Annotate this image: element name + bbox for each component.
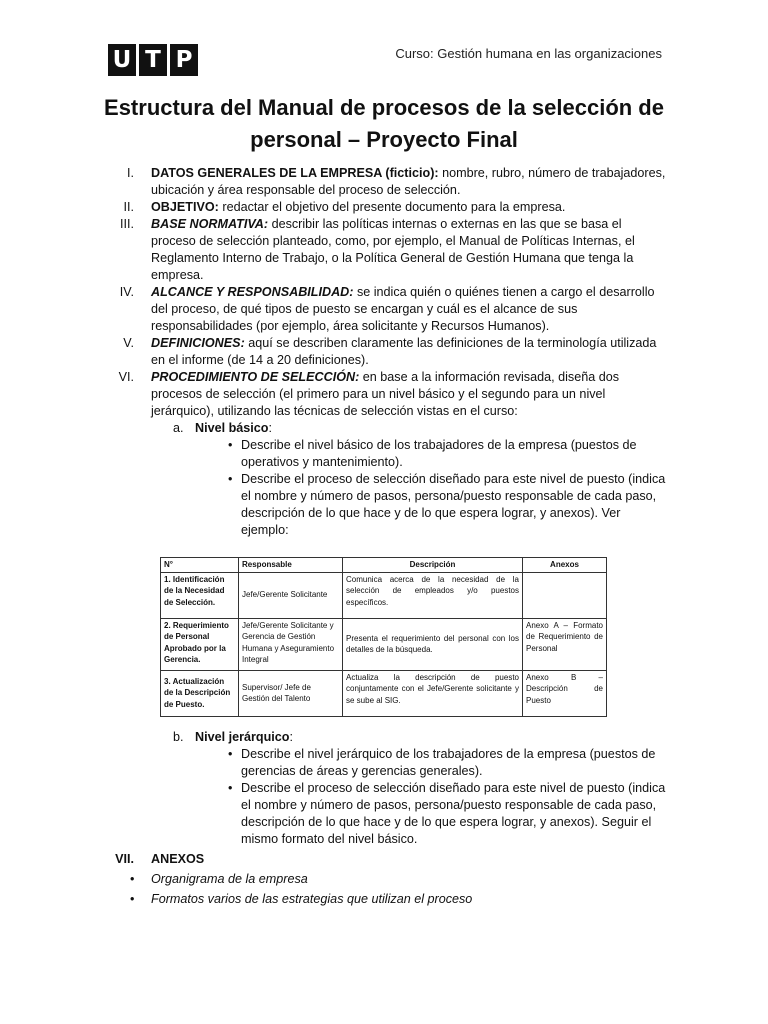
section-number: VI. xyxy=(118,370,134,384)
example-table-wrapper xyxy=(160,557,606,717)
section-text: se indica quién o quiénes tienen a cargo el desarrollo del proceso, de qué tipos de puesto se encargan y cuál es el alcance de sus responsabilidades (por ejemplo, área solicitante y Recursos Humanos). xyxy=(151,285,655,333)
section-2 xyxy=(108,199,668,216)
section-number: V. xyxy=(123,336,134,350)
section-1 xyxy=(108,165,668,199)
cell-responsible: Jefe/Gerente Solicitante y Gerencia de Gestión Humana y Aseguramiento Integral xyxy=(239,618,343,670)
document-body xyxy=(108,165,668,908)
section-number: III. xyxy=(120,217,134,231)
section-text: describir las políticas internas o externas en las que se basa el proceso de selección planteado, como, por ejemplo, el Manual de Políticas Internas, el Reglamento Interno de Trabajo, o la Política General de Gestión Humana que tenga la empresa. xyxy=(151,217,635,282)
cell-annex xyxy=(523,572,607,618)
cell-annex: Anexo A – Formato de Requerimiento de Personal xyxy=(523,618,607,670)
section-number: VII. xyxy=(115,851,134,866)
section-3 xyxy=(108,216,668,284)
cell-responsible: Supervisor/ Jefe de Gestión del Talento xyxy=(239,670,343,716)
title-line-2: personal – Proyecto Final xyxy=(250,127,518,152)
annex-bullet-1 xyxy=(108,871,668,888)
annex-text: Formatos varios de las estrategias que utilizan el proceso xyxy=(151,891,473,906)
section-label: ALCANCE Y RESPONSABILIDAD: xyxy=(151,285,354,299)
cell-description: Actualiza la descripción de puesto conjuntamente con el Jefe/Gerente solicitante y se sube al SIG. xyxy=(343,670,523,716)
section-number: II. xyxy=(123,200,134,214)
sub-label: Nivel jerárquico xyxy=(195,729,290,744)
sub-label: Nivel básico xyxy=(195,421,269,435)
section-text: aquí se describen claramente las definiciones de la terminología utilizada en el informe (de 14 a 20 definiciones). xyxy=(151,336,657,367)
table-row xyxy=(161,572,607,618)
basic-level xyxy=(108,420,668,437)
example-table xyxy=(160,557,607,717)
sub-letter: b. xyxy=(173,729,184,744)
title-line-1: Estructura del Manual de procesos de la selección de xyxy=(104,95,664,120)
hier-bullet-1: • Describe el nivel jerárquico de los trabajadores de la empresa (puestos de gerencias de áreas y gerencias generales). xyxy=(108,746,668,780)
logo-letter-u: U xyxy=(108,44,136,76)
annex-text: Organigrama de la empresa xyxy=(151,871,308,886)
utp-logo xyxy=(108,44,198,76)
cell-description: Comunica acerca de la necesidad de la selección de empleados y/o puestos específicos. xyxy=(343,572,523,618)
colon: : xyxy=(268,421,272,435)
section-4 xyxy=(108,284,668,335)
logo-letter-p: P xyxy=(170,44,198,76)
hierarchical-level xyxy=(108,729,668,746)
section-text: redactar el objetivo del presente documento para la empresa. xyxy=(218,200,566,214)
cell-annex: Anexo B – Descripción de Puesto xyxy=(523,670,607,716)
table-row xyxy=(161,670,607,716)
cell-responsible: Jefe/Gerente Solicitante xyxy=(239,572,343,618)
table-header-row xyxy=(161,558,607,573)
section-5 xyxy=(108,335,668,369)
section-label: PROCEDIMIENTO DE SELECCIÓN: xyxy=(151,370,360,384)
section-label: DATOS GENERALES DE LA EMPRESA (ficticio): xyxy=(151,166,439,180)
colon: : xyxy=(289,729,293,744)
hier-bullet-2: • Describe el proceso de selección diseñado para este nivel de puesto (indica el nombre y número de pasos, persona/puesto responsable de cada paso, descripción de lo que hace y de lo que espera lograr, y anexos). Seguir el mismo formato del nivel básico. xyxy=(108,780,668,848)
section-label: DEFINICIONES: xyxy=(151,336,245,350)
annex-bullet-2 xyxy=(108,891,668,908)
header-responsible: Responsable xyxy=(239,558,343,573)
section-text: nombre, rubro, número de trabajadores, ubicación y área responsable del proceso de selección. xyxy=(151,166,666,197)
course-name: Curso: Gestión humana en las organizaciones xyxy=(395,46,662,61)
section-number: IV. xyxy=(119,285,134,299)
section-number: I. xyxy=(127,166,134,180)
cell-step: 2. Requerimiento de Personal Aprobado por la Gerencia. xyxy=(161,618,239,670)
basic-bullet-1: • Describe el nivel básico de los trabajadores de la empresa (puestos de operativos y mantenimiento). xyxy=(108,437,668,471)
cell-description: Presenta el requerimiento del personal con los detalles de la búsqueda. xyxy=(343,618,523,670)
cell-step: 1. Identificación de la Necesidad de Selección. xyxy=(161,572,239,618)
basic-bullet-2: • Describe el proceso de selección diseñado para este nivel de puesto (indica el nombre y número de pasos, persona/puesto responsable de cada paso, descripción de lo que hace y de lo que espera lograr, y anexos). Ver ejemplo: xyxy=(108,471,668,539)
header-annexes: Anexos xyxy=(523,558,607,573)
cell-step: 3. Actualización de la Descripción de Puesto. xyxy=(161,670,239,716)
table-row xyxy=(161,618,607,670)
section-text: en base a la información revisada, diseña dos procesos de selección (el primero para un nivel básico y el segundo para un nivel jerárquico), utilizando las técnicas de selección vistas en el curso: xyxy=(151,370,620,418)
header-description: Descripción xyxy=(343,558,523,573)
document-title xyxy=(100,92,668,156)
section-6 xyxy=(108,369,668,420)
logo-letter-t: T xyxy=(139,44,167,76)
section-7 xyxy=(108,851,668,868)
section-label: ANEXOS xyxy=(151,851,205,866)
sub-letter: a. xyxy=(173,421,184,435)
header-number: N° xyxy=(161,558,239,573)
section-label: OBJETIVO: xyxy=(151,200,219,214)
section-label: BASE NORMATIVA: xyxy=(151,217,269,231)
